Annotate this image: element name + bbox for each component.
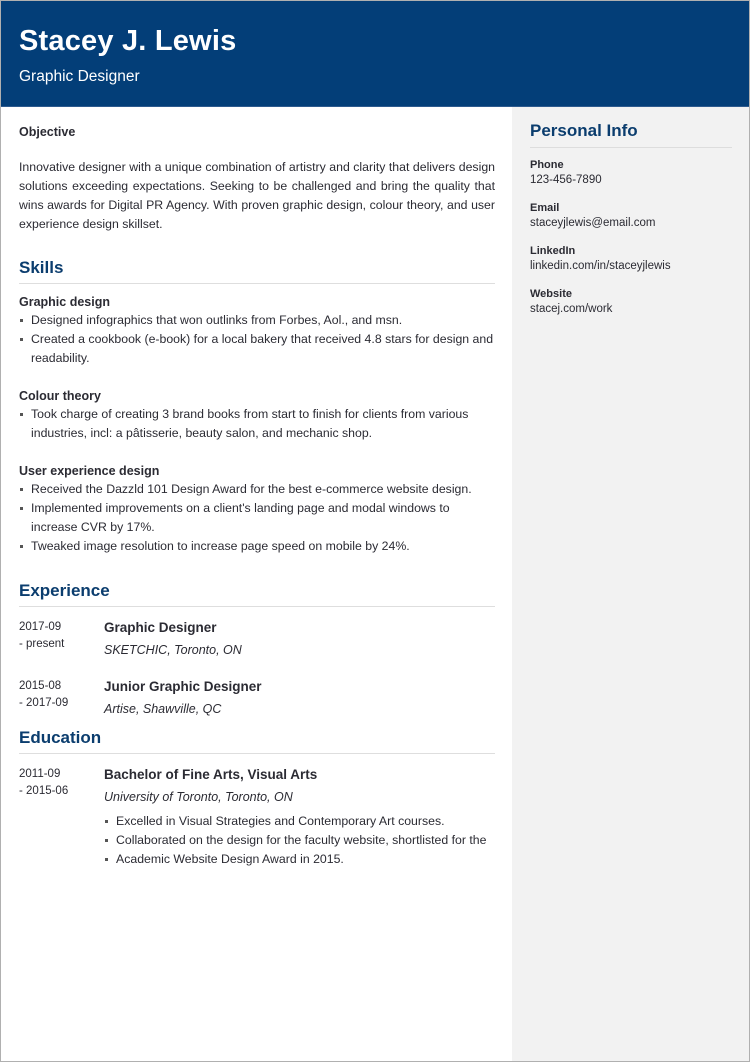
info-linkedin <box>530 245 732 272</box>
list-item: Implemented improvements on a client's landing page and modal windows to increase CVR by 17%. <box>19 499 495 537</box>
personal-info-sidebar <box>512 107 749 1061</box>
website-value[interactable]: stacej.com/work <box>530 303 613 315</box>
date-end: - present <box>19 638 65 650</box>
objective-text: Innovative designer with a unique combination of artistry and clarity that delivers design solutions exceeding expectations. Seeking to be challenged and bring the quality that wins awards for Digital PR Agency. With proven graphic design, colour theory, and user experience design skillset. <box>19 160 495 231</box>
job-title: Junior Graphic Designer <box>104 679 262 694</box>
employer: SKETCHIC, Toronto, ON <box>104 643 242 657</box>
info-website <box>530 288 732 315</box>
skill-list <box>19 405 495 443</box>
objective-title: Objective <box>19 125 76 139</box>
candidate-name: Stacey J. Lewis <box>19 25 237 57</box>
linkedin-value[interactable]: linkedin.com/in/staceyjlewis <box>530 260 671 272</box>
info-email <box>530 202 732 229</box>
info-phone <box>530 159 732 186</box>
resume-header <box>1 1 749 107</box>
experience-section <box>19 581 495 728</box>
job-title: Graphic Designer <box>104 620 217 635</box>
objective-section <box>19 125 495 234</box>
list-item: Excelled in Visual Strategies and Contemporary Art courses. <box>104 812 494 831</box>
main-column <box>19 125 495 870</box>
education-entry <box>19 766 495 870</box>
entry-date <box>19 619 99 653</box>
skill-group-title: User experience design <box>19 464 160 478</box>
education-list <box>104 812 494 869</box>
education-section <box>19 728 495 870</box>
employer: Artise, Shawville, QC <box>104 702 222 716</box>
personal-info-title: Personal Info <box>530 121 732 148</box>
skill-list <box>19 480 495 556</box>
info-label: Website <box>530 288 572 300</box>
info-label: Phone <box>530 159 564 171</box>
date-end: - 2015-06 <box>19 785 69 797</box>
skill-group-title: Graphic design <box>19 295 110 309</box>
education-title: Education <box>19 728 495 754</box>
entry-date <box>19 678 99 712</box>
degree-title: Bachelor of Fine Arts, Visual Arts <box>104 767 318 782</box>
experience-entry <box>19 678 495 728</box>
candidate-title: Graphic Designer <box>19 68 140 85</box>
phone-value: 123-456-7890 <box>530 174 602 186</box>
skill-group-title: Colour theory <box>19 389 101 403</box>
date-end: - 2017-09 <box>19 697 69 709</box>
date-start: 2017-09 <box>19 621 62 633</box>
info-label: LinkedIn <box>530 245 576 257</box>
entry-date <box>19 766 99 800</box>
list-item: Took charge of creating 3 brand books from start to finish for clients from various industries, incl: a pâtisserie, beauty salon, and mechanic shop. <box>19 405 495 443</box>
list-item: Collaborated on the design for the faculty website, shortlisted for the <box>104 831 494 850</box>
institution: University of Toronto, Toronto, ON <box>104 790 293 804</box>
info-label: Email <box>530 202 560 214</box>
experience-entry <box>19 619 495 678</box>
skills-section <box>19 258 495 556</box>
date-start: 2011-09 <box>19 768 61 780</box>
list-item: Designed infographics that won outlinks from Forbes, Aol., and msn. <box>19 311 495 330</box>
list-item: Tweaked image resolution to increase page speed on mobile by 24%. <box>19 537 495 556</box>
skill-list <box>19 311 495 368</box>
skills-title: Skills <box>19 258 495 284</box>
list-item: Received the Dazzld 101 Design Award for the best e-commerce website design. <box>19 480 495 499</box>
list-item: Created a cookbook (e-book) for a local bakery that received 4.8 stars for design and readability. <box>19 330 495 368</box>
date-start: 2015-08 <box>19 680 62 692</box>
list-item: Academic Website Design Award in 2015. <box>104 850 494 869</box>
experience-title: Experience <box>19 581 495 607</box>
email-value[interactable]: staceyjlewis@email.com <box>530 217 656 229</box>
